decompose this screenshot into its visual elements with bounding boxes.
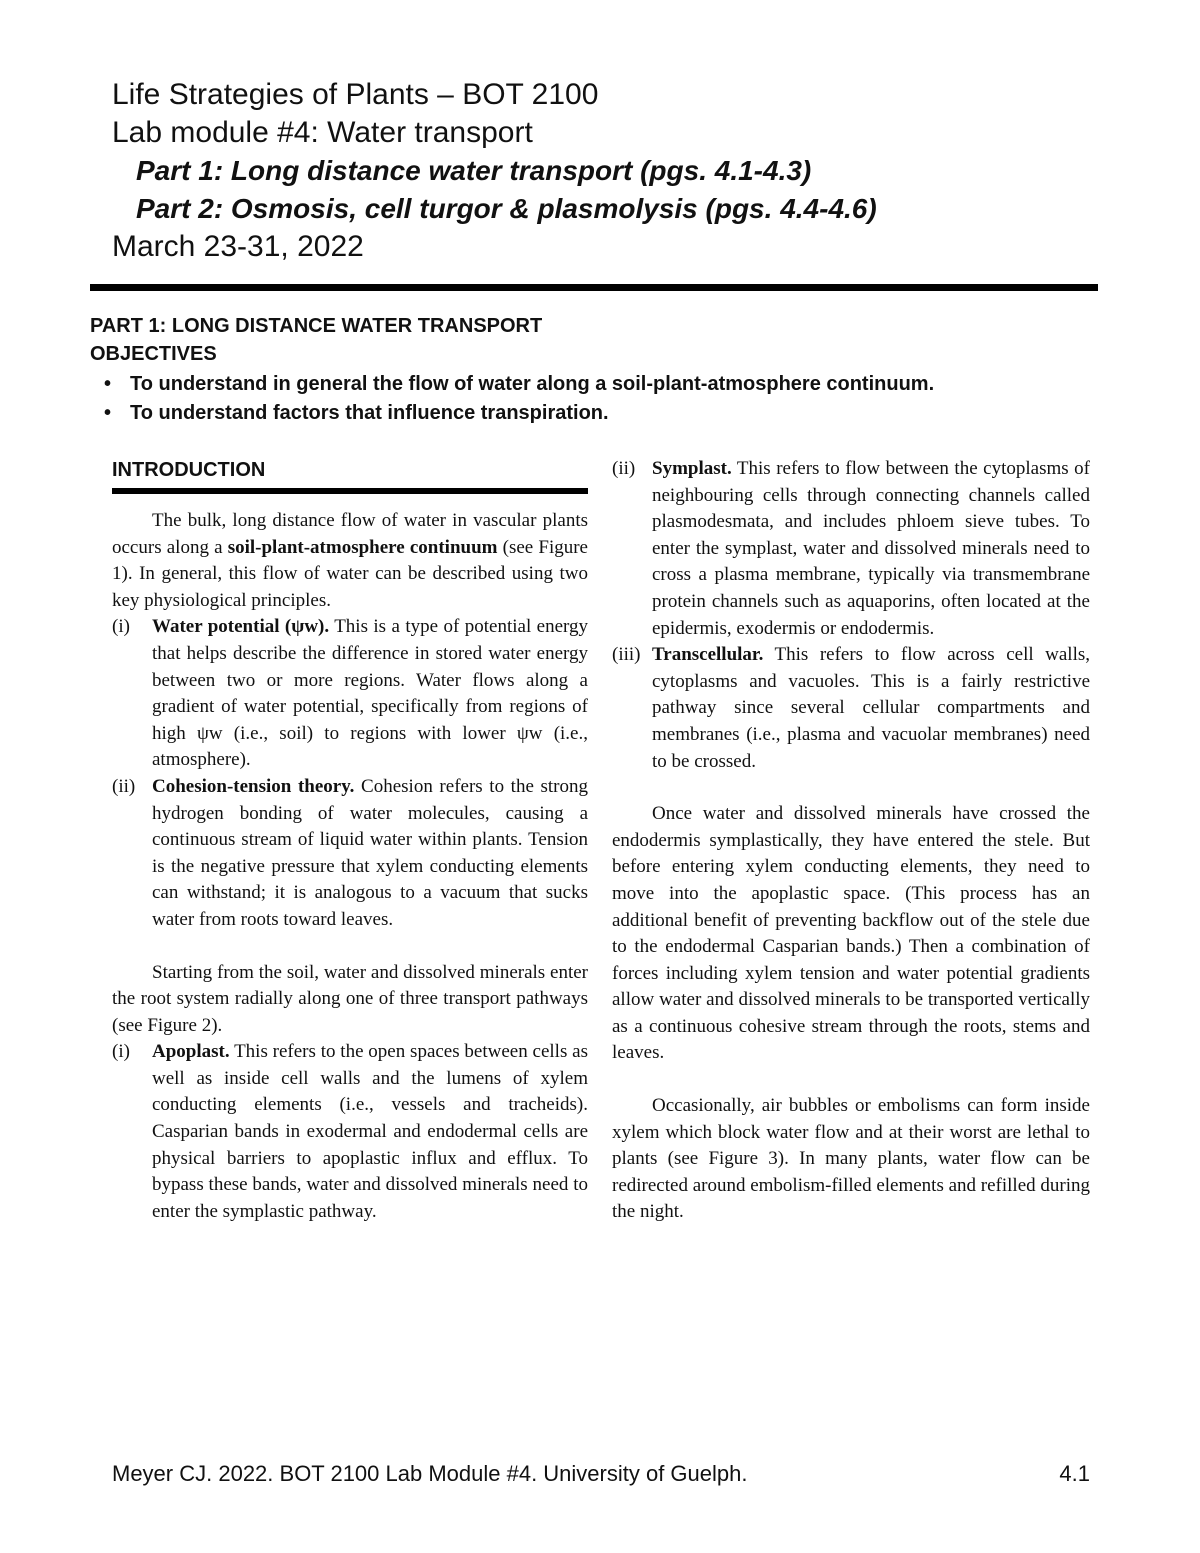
part2-subtitle: Part 2: Osmosis, cell turgor & plasmolysis (pgs. 4.4-4.6) [136,193,877,224]
embolism-paragraph: Occasionally, air bubbles or embolisms can form inside xylem which block water flow and at their worst are lethal to plants (see Figure 3). In many plants, water flow can be redirected around embolism-filled elements and refilled during the night. [612,1095,1090,1223]
pathway-item [612,642,1090,775]
part1-section [90,312,1100,428]
principle-number: (i) [112,616,130,638]
objective-item: • To understand in general the flow of water along a soil-plant-atmosphere continuum. [90,370,1100,399]
header-divider [90,284,1098,291]
footer-citation: Meyer CJ. 2022. BOT 2100 Lab Module #4. University of Guelph. [112,1461,748,1486]
pathway-text: This refers to flow between the cytoplasms of neighbouring cells through connecting channels called plasmodesmata, and includes phloem sieve tubes. To enter the symplast, water and dissolved minerals need to cross a plasma membrane, typically via transmembrane protein channels such as aquaporins, often located at the epidermis, exodermis or endodermis. [652,458,1090,639]
pathway-text: This refers to flow across cell walls, cytoplasms and vacuoles. This is a fairly restrictive pathway since several cellular compartments and membranes (i.e., plasma and vacuolar membranes) need to be crossed. [652,644,1090,772]
objectives-list [90,370,1100,428]
principle-item [112,614,588,774]
pathways-paragraph: Starting from the soil, water and dissolved minerals enter the root system radially along one of three transport pathways (see Figure 2). [112,961,588,1036]
intro-text: (see Figure 1). In general, this flow of water can be described using two key physiological principles. [112,536,588,611]
page-number: 4.1 [1059,1461,1090,1486]
intro-paragraph [112,508,588,614]
principle-text: Cohesion refers to the strong hydrogen bonding of water molecules, causing a continuous stream of liquid water within plants. Tension is the negative pressure that xylem conducting elements can withstand; it is analogous to a vacuum that sucks water from roots toward leaves. [152,775,588,930]
pathway-term: Symplast. [652,458,732,479]
lab-dates: March 23-31, 2022 [112,230,364,263]
principle-text: This is a type of potential energy that helps describe the difference in stored water energy between two or more regions. Water flows along a gradient of water potential, specifically from regions of high ψw (i.e., soil) to regions with lower ψw (i.e., atmosphere). [152,616,588,771]
objective-item: • To understand factors that influence transpiration. [90,399,1100,428]
right-column [612,456,1090,1226]
intro-text: The bulk, long distance flow of water in vascular plants occurs along a [112,510,588,558]
module-title: Lab module #4: Water transport [112,116,533,149]
page-footer [112,1460,1090,1488]
pathway-item [112,1039,588,1225]
pathway-number: (iii) [612,644,641,666]
stele-paragraph: Once water and dissolved minerals have crossed the endodermis symplastically, they have entered the stele. But before entering xylem conducting elements, they need to move into the apoplastic space. (This process has an additional benefit of preventing backflow out of the stele due to the endodermal Casparian bands.) Then a combination of forces including xylem tension and water potential gradients allow water and dissolved minerals to be transported vertically as a continuous cohesive stream through the roots, stems and leaves. [612,803,1090,1064]
pathway-term: Transcellular. [652,644,764,666]
pathway-number: (i) [112,1041,130,1063]
part1-heading: PART 1: LONG DISTANCE WATER TRANSPORT [90,315,543,337]
left-column [112,456,588,1225]
document-header [112,76,1102,266]
principle-term: Cohesion-tension theory. [152,775,355,797]
intro-bold-term: soil-plant-atmosphere continuum [227,536,498,558]
introduction-heading: INTRODUCTION [112,459,266,481]
course-title: Life Strategies of Plants – BOT 2100 [112,78,599,111]
objectives-heading: OBJECTIVES [90,343,217,365]
principle-item [112,774,588,934]
introduction-divider [112,488,588,494]
principle-number: (ii) [112,775,136,797]
part1-subtitle: Part 1: Long distance water transport (pgs. 4.1-4.3) [136,155,812,186]
pathway-term: Apoplast. [152,1041,230,1063]
pathway-text: This refers to the open spaces between cells as well as inside cell walls and the lumens of xylem conducting elements (i.e., vessels and tracheids). Casparian bands in exodermal and endodermal cells are physical barriers to apoplastic influx and efflux. To bypass these bands, water and dissolved minerals need to enter the symplastic pathway. [152,1041,588,1222]
pathway-number: (ii) [612,458,636,479]
pathway-item [612,456,1090,642]
principle-term: Water potential (ψw). [152,616,330,638]
